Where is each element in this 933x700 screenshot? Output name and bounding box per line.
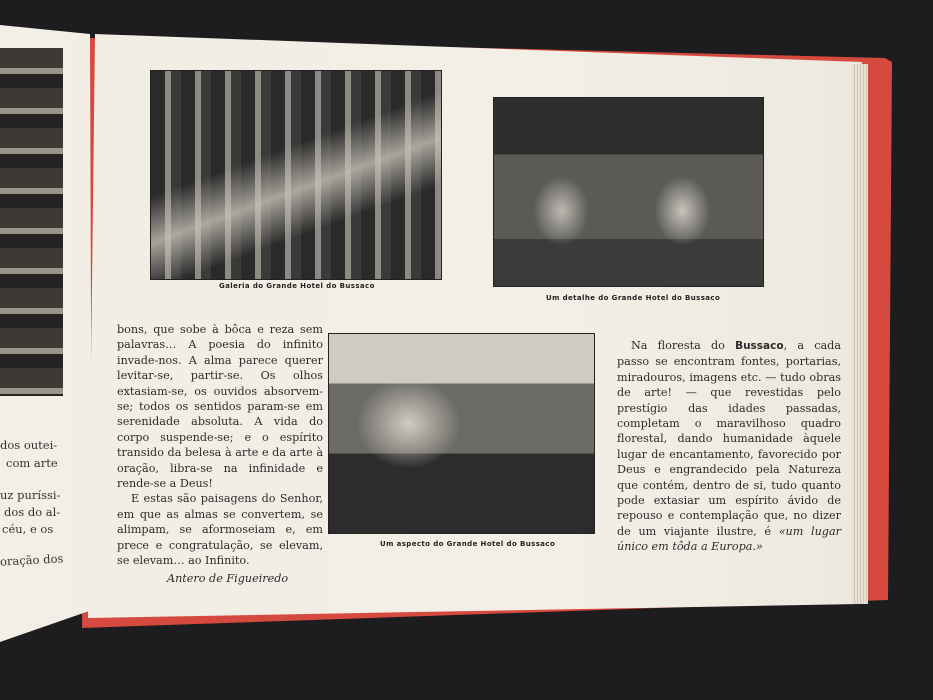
text: , a cada passo se encontram fontes, portarias, miradouros, imagens etc. — tudo obras de arte! — que revestidas pelo prestígio das idades passadas, completam o maravilhoso quadro florestal, dando humanidade àquele lugar de encantamento, favorecido por Deus e engrandecido pela Natureza que contém, dentro de si, tudo quanto pode extasiar um espírito ávido de repouso e contemplação que, no dizer de um viajante ilustre, é bbox=[617, 339, 841, 538]
text: Na floresta do bbox=[631, 339, 736, 352]
left-page-text: dos outei- bbox=[0, 438, 58, 452]
left-page-text: dos do al- bbox=[4, 505, 61, 519]
photo-caption: Um aspecto do Grande Hotel do Bussaco bbox=[380, 540, 556, 548]
place-name: Bussaco bbox=[735, 340, 784, 352]
page-edges bbox=[852, 64, 868, 604]
paragraph: E estas são paisagens do Senhor, em que as almas se convertem, se alimpam, se aformoseiam e, em prece e congratulação, se elevam, se elevam… ao Infinito. bbox=[117, 492, 323, 568]
photo-gallery bbox=[150, 70, 442, 280]
left-page-text: céu, e os bbox=[2, 522, 54, 536]
left-page-text: uz puríssi- bbox=[0, 488, 61, 502]
photo-aspect bbox=[328, 333, 595, 534]
paragraph: bons, que sobe à bôca e reza sem palavras… A poesia do infinito invade-nos. A alma parece querer levitar-se, partir-se. Os olhos extasiam-se, os ouvidos absorvem-se; todos os sentidos param-se em serenidade absoluta. A vida do corpo suspende-se; e o espírito transido da belesa à arte e da arte à oração, libra-se na infinidade e rende-se a Deus! bbox=[117, 323, 323, 491]
left-text-column bbox=[117, 322, 323, 586]
photo-caption: Galeria do Grande Hotel do Bussaco bbox=[219, 282, 375, 290]
photo-detail bbox=[493, 97, 764, 287]
author-signature: Antero de Figueiredo bbox=[167, 571, 289, 585]
left-page-text: com arte bbox=[6, 456, 58, 470]
left-page-photo bbox=[0, 48, 63, 396]
left-page-text: oração dos bbox=[0, 551, 64, 569]
photo-caption: Um detalhe do Grande Hotel do Bussaco bbox=[546, 294, 721, 302]
quote: «um lugar único em tôda a Europa.» bbox=[617, 524, 841, 554]
right-text-column bbox=[617, 338, 841, 555]
